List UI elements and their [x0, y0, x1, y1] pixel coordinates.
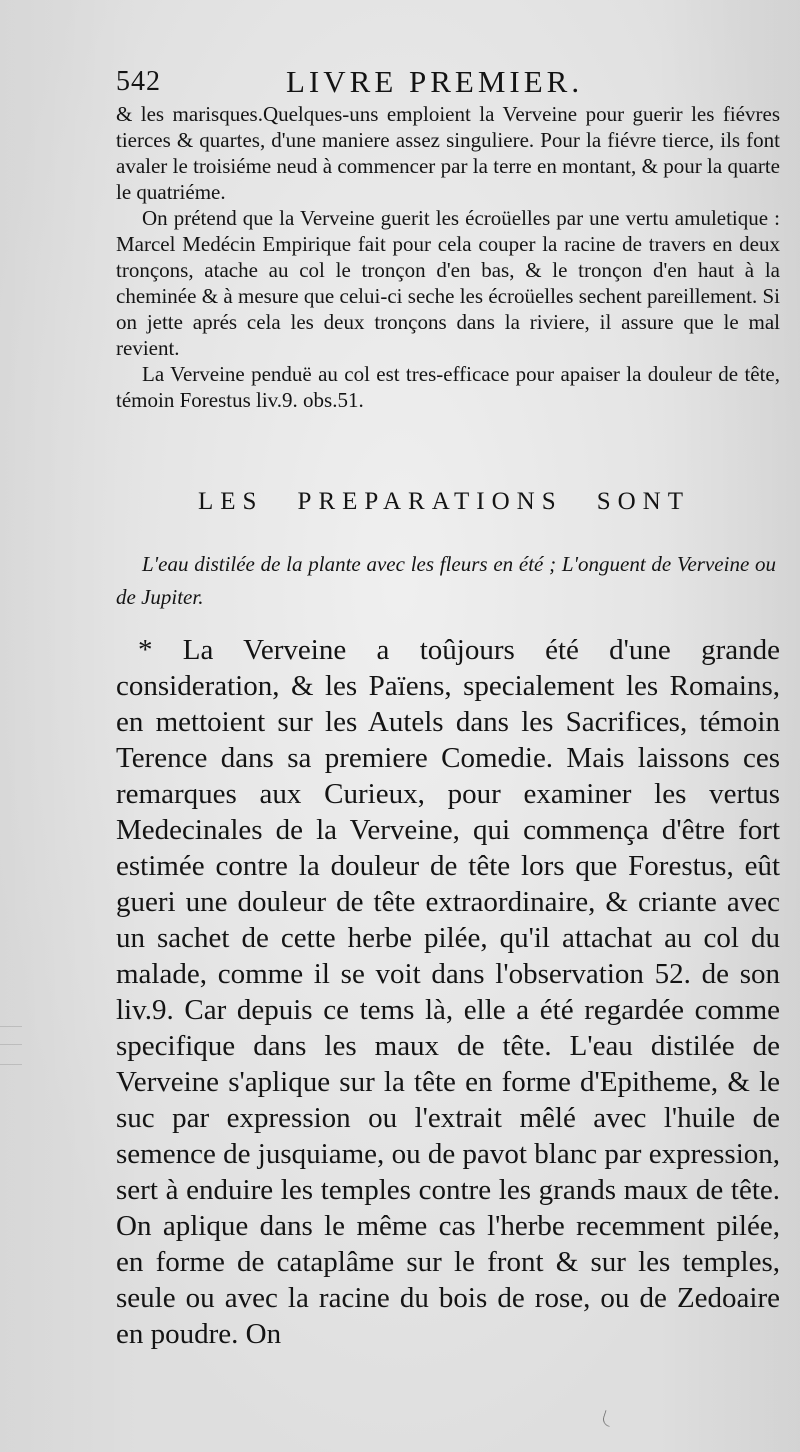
paper-fiber-mark: [0, 1044, 22, 1045]
paper-fiber-mark: [0, 1064, 22, 1065]
preparations-list: L'eau distilée de la plante avec les fleurs en été ; L'onguent de Verveine ou de Jupiter.: [116, 552, 776, 609]
large-body-text: [116, 632, 780, 1352]
running-title: LIVRE PREMIER.: [286, 64, 584, 99]
page-number: 542: [116, 66, 161, 97]
section-heading: LES PREPARATIONS SONT: [198, 488, 690, 515]
margin-mark: [601, 1410, 614, 1427]
body-paragraph: * La Verveine a toûjours été d'une grande consideration, & les Païens, specialement les Romains, en mettoient sur les Autels dans les Sacrifices, témoin Terence dans sa premiere Comedie. Mais laissons ces remarques aux Curieux, pour examiner les vertus Medecinales de la Verveine, qui commença d'être fort estimée contre la douleur de tête lors que Forestus, eût gueri une douleur de tête extraordinaire, & criante avec un sachet de cette herbe pilée, qu'il attachat au col du malade, comme il se voit dans l'observation 52. de son liv.9. Car depuis ce tems là, elle a été regardée comme specifique dans les maux de tête. L'eau distilée de Verveine s'aplique sur la tête en forme d'Epitheme, & le suc par expression ou l'extrait mêlé avec l'huile de semence de jusquiame, ou de pavot blanc par expression, sert à enduire les temples contre les grands maux de tête. On aplique dans le même cas l'herbe recemment pilée, en forme de cataplâme sur le front & sur les temples, seule ou avec la racine du bois de rose, ou de Zedoaire en poudre. On: [116, 634, 780, 1350]
body-paragraph: On prétend que la Verveine guerit les écroüelles par une vertu amuletique : Marcel Medécin Empirique fait pour cela couper la racine de travers en deux tronçons, atache au col le tronçon d'en bas, & le tronçon d'en haut à la cheminée & à mesure que celui-ci seche les écroüelles sechent pareillement. Si on jette aprés cela les deux tronçons dans la riviere, il assure que le mal revient.: [116, 206, 780, 360]
body-paragraph: & les marisques.Quelques-uns emploient la Verveine pour guerir les fiévres tierces & quartes, d'une maniere assez singuliere. Pour la fiévre tierce, ils font avaler le troisiéme neud à commencer par la terre en montant, & pour la quarte le quatriéme.: [116, 102, 780, 204]
small-body-text: [116, 101, 780, 413]
paper-fiber-mark: [0, 1026, 22, 1027]
page-header: [116, 66, 774, 100]
body-paragraph: La Verveine penduë au col est tres-efficace pour apaiser la douleur de tête, témoin Forestus liv.9. obs.51.: [116, 362, 780, 412]
